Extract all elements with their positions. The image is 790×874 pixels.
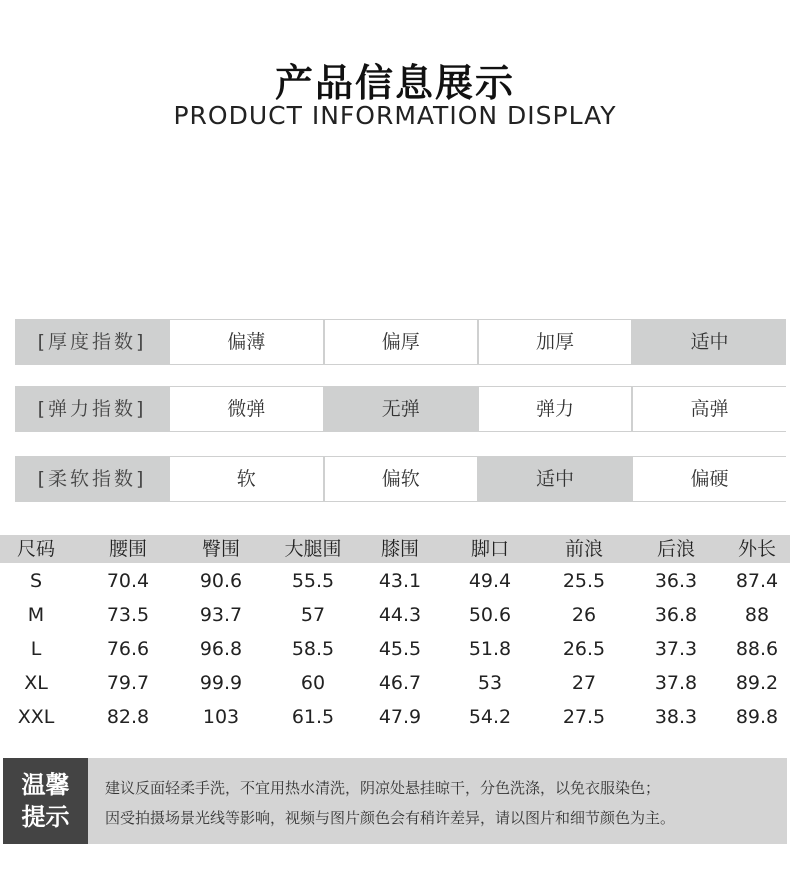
size-header-cell: 尺码: [16, 538, 55, 560]
size-cell: 76.6: [106, 638, 150, 660]
index-option-elasticity-2: 无弹: [325, 387, 478, 431]
index-option-thickness-4: 适中: [633, 320, 786, 364]
size-cell: 61.5: [291, 706, 335, 728]
size-cell: 90.6: [199, 570, 243, 592]
size-cell: 53: [477, 672, 503, 694]
size-cell: 47.9: [378, 706, 422, 728]
index-row-thickness: [15, 319, 786, 365]
index-option-thickness-2: 偏厚: [325, 320, 478, 364]
notice-badge: [3, 758, 88, 844]
size-cell: 44.3: [378, 604, 422, 626]
size-row: [0, 666, 790, 700]
index-option-elasticity-3: 弹力: [479, 387, 631, 431]
index-option-softness-3: 适中: [479, 457, 631, 501]
size-cell: 26.5: [562, 638, 606, 660]
size-cell: 96.8: [199, 638, 243, 660]
index-label-thickness: [厚度指数]: [37, 331, 147, 353]
size-cell: 36.3: [654, 570, 698, 592]
size-cell: 58.5: [291, 638, 335, 660]
size-table-header: [0, 535, 790, 563]
size-cell: 60: [300, 672, 326, 694]
size-cell: 89.2: [735, 672, 779, 694]
size-cell: 43.1: [378, 570, 422, 592]
size-cell: 93.7: [199, 604, 243, 626]
size-cell: 70.4: [106, 570, 150, 592]
size-cell: 57: [300, 604, 326, 626]
size-cell: 46.7: [378, 672, 422, 694]
index-row-softness: [15, 456, 786, 502]
index-option-softness-4: 偏硬: [633, 457, 786, 501]
size-cell: 36.8: [654, 604, 698, 626]
size-cell: 73.5: [106, 604, 150, 626]
page-title-en: PRODUCT INFORMATION DISPLAY: [173, 101, 617, 130]
size-cell: 50.6: [468, 604, 512, 626]
size-row: [0, 632, 790, 666]
index-row-elasticity: [15, 386, 786, 432]
size-cell: 25.5: [562, 570, 606, 592]
size-cell: 38.3: [654, 706, 698, 728]
notice-text-line2: 因受拍摄场景光线等影响，视频与图片颜色会有稍许差异，请以图片和细节颜色为主。: [105, 809, 676, 827]
notice-box: [3, 758, 787, 844]
size-header-cell: 后浪: [656, 538, 695, 560]
size-cell: 37.3: [654, 638, 698, 660]
size-cell: 87.4: [735, 570, 779, 592]
size-cell: M: [27, 604, 45, 626]
size-cell: 88: [744, 604, 770, 626]
size-cell: 103: [202, 706, 240, 728]
size-header-cell: 脚口: [470, 538, 509, 560]
index-option-elasticity-1: 微弹: [170, 387, 323, 431]
size-row: [0, 700, 790, 734]
size-row: [0, 564, 790, 598]
size-cell: 49.4: [468, 570, 512, 592]
size-cell: 45.5: [378, 638, 422, 660]
size-cell: XXL: [17, 706, 55, 728]
index-option-softness-2: 偏软: [325, 457, 478, 501]
size-cell: 26: [571, 604, 597, 626]
size-header-cell: 大腿围: [284, 538, 342, 560]
index-option-softness-1: 软: [170, 457, 323, 501]
size-cell: 55.5: [291, 570, 335, 592]
size-cell: 27.5: [562, 706, 606, 728]
size-cell: 88.6: [735, 638, 779, 660]
size-header-cell: 腰围: [108, 538, 147, 560]
size-header-cell: 前浪: [564, 538, 603, 560]
size-cell: 82.8: [106, 706, 150, 728]
size-header-cell: 臀围: [201, 538, 240, 560]
notice-badge-line1: 温馨: [21, 771, 70, 799]
index-label-elasticity: [弹力指数]: [37, 398, 147, 420]
size-cell: 51.8: [468, 638, 512, 660]
size-header-cell: 膝围: [380, 538, 419, 560]
size-cell: 54.2: [468, 706, 512, 728]
size-cell: S: [29, 570, 43, 592]
size-cell: 27: [571, 672, 597, 694]
size-cell: 79.7: [106, 672, 150, 694]
size-cell: 89.8: [735, 706, 779, 728]
size-cell: XL: [24, 672, 48, 694]
size-cell: 99.9: [199, 672, 243, 694]
notice-badge-line2: 提示: [21, 803, 70, 831]
index-option-elasticity-4: 高弹: [633, 387, 786, 431]
size-cell: L: [30, 638, 42, 660]
index-label-softness: [柔软指数]: [37, 468, 147, 490]
index-option-thickness-3: 加厚: [479, 320, 631, 364]
notice-text-line1: 建议反面轻柔手洗，不宜用热水清洗，阴凉处悬挂晾干，分色洗涤，以免衣服染色；: [105, 779, 661, 797]
size-row: [0, 598, 790, 632]
index-option-thickness-1: 偏薄: [170, 320, 323, 364]
size-header-cell: 外长: [737, 538, 776, 560]
size-cell: 37.8: [654, 672, 698, 694]
page-title-cn: 产品信息展示: [274, 61, 515, 105]
